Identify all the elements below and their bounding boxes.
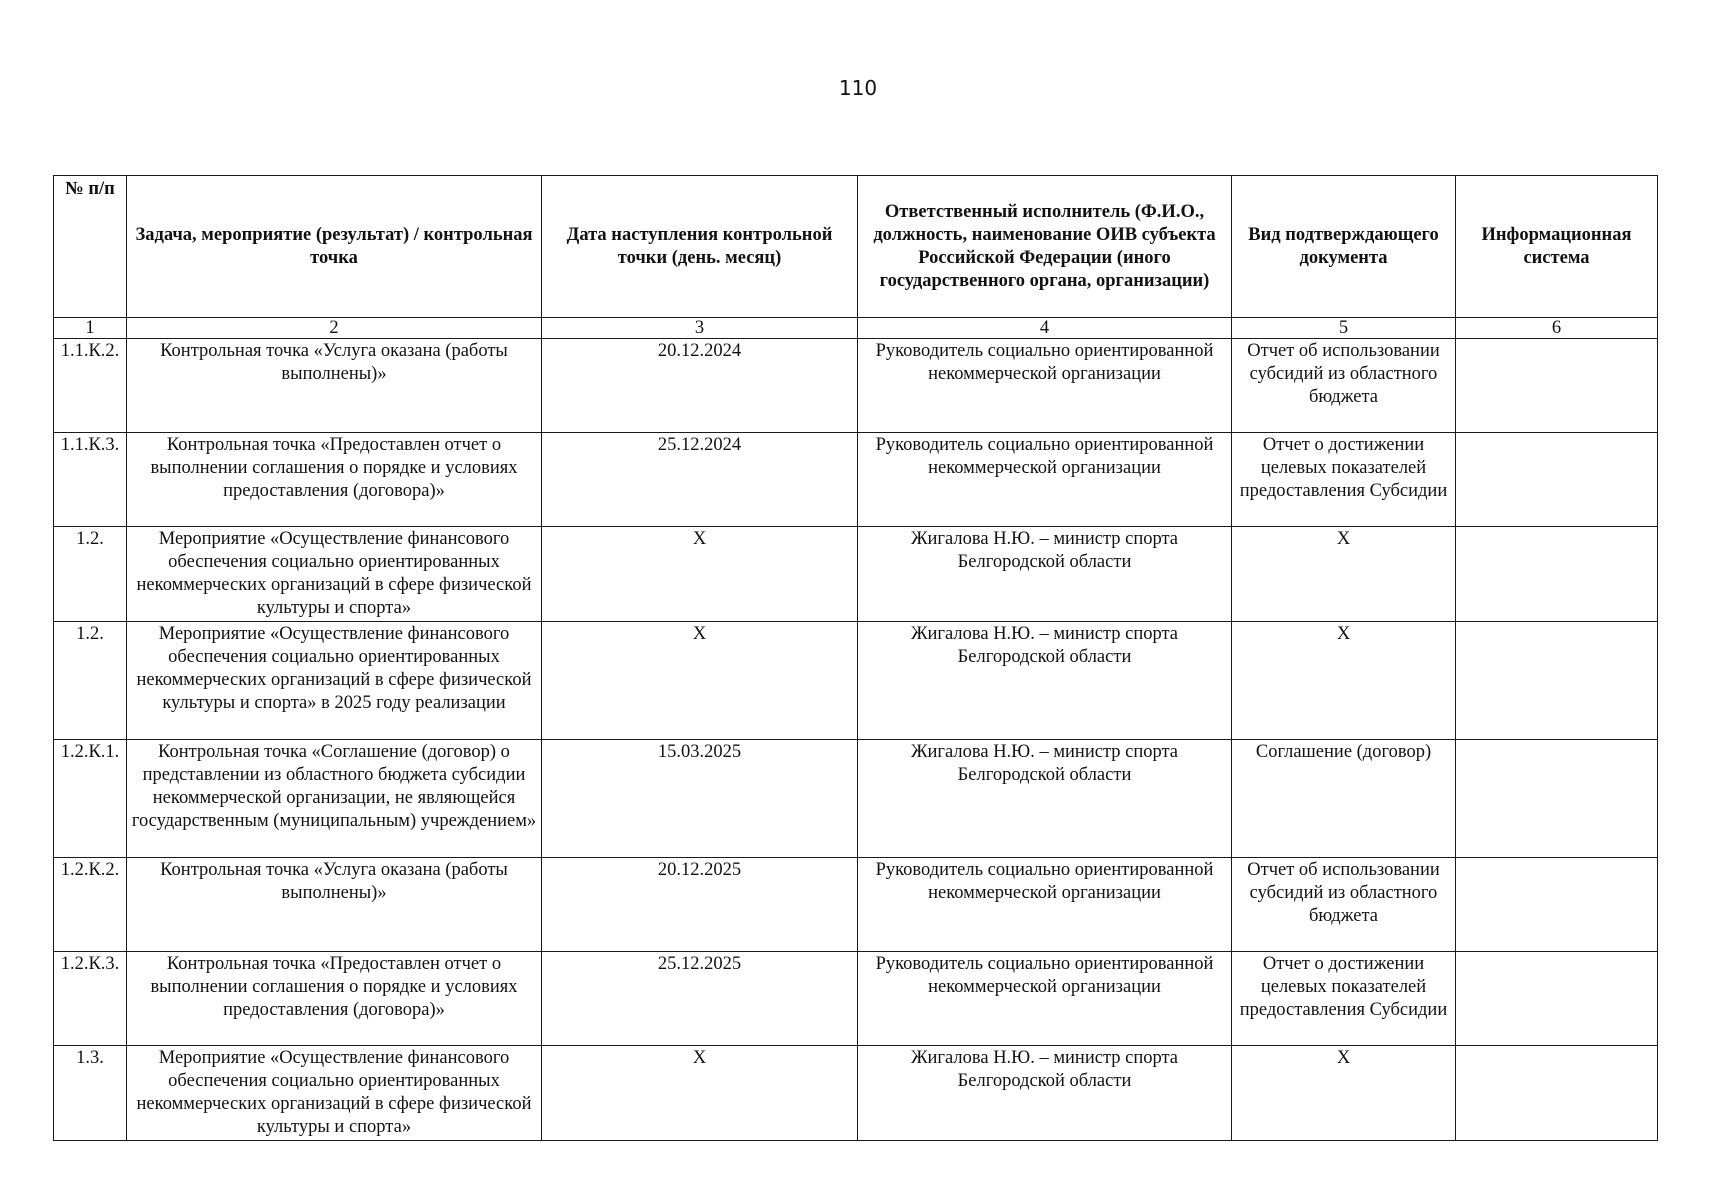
row-number: 1.2.: [54, 527, 127, 622]
column-number: 5: [1232, 318, 1456, 339]
row-responsible: Руководитель социально ориентированной некоммерческой организации: [858, 952, 1232, 1046]
row-date: X: [542, 1046, 858, 1141]
row-number: 1.2.К.2.: [54, 858, 127, 952]
row-task: Контрольная точка «Предоставлен отчет о выполнении соглашения о порядке и условиях предоставления (договора)»: [127, 433, 542, 527]
row-date: X: [542, 527, 858, 622]
column-number: 3: [542, 318, 858, 339]
table-row: [54, 952, 1658, 1046]
row-system: [1456, 433, 1658, 527]
table-row: [54, 1046, 1658, 1141]
row-date: 15.03.2025: [542, 740, 858, 858]
row-number: 1.2.: [54, 622, 127, 740]
row-system: [1456, 858, 1658, 952]
table-row: [54, 858, 1658, 952]
row-task: Контрольная точка «Соглашение (договор) о представлении из областного бюджета субсидии некоммерческой организации, не являющейся государственным (муниципальным) учреждением»: [127, 740, 542, 858]
header-document: Вид подтверждающего документа: [1232, 176, 1456, 318]
row-document: Соглашение (договор): [1232, 740, 1456, 858]
row-task: Мероприятие «Осуществление финансового обеспечения социально ориентированных некоммерческих организаций в сфере физической культуры и спорта» в 2025 году реализации: [127, 622, 542, 740]
row-date: 25.12.2025: [542, 952, 858, 1046]
row-responsible: Жигалова Н.Ю. – министр спорта Белгородской области: [858, 740, 1232, 858]
column-number: 4: [858, 318, 1232, 339]
row-responsible: Жигалова Н.Ю. – министр спорта Белгородской области: [858, 1046, 1232, 1141]
row-date: 20.12.2024: [542, 339, 858, 433]
row-number: 1.1.К.3.: [54, 433, 127, 527]
row-number: 1.2.К.1.: [54, 740, 127, 858]
row-system: [1456, 339, 1658, 433]
column-number: 6: [1456, 318, 1658, 339]
header-responsible: Ответственный исполнитель (Ф.И.О., должность, наименование ОИВ субъекта Российской Федерации (иного государственного органа, организации): [858, 176, 1232, 318]
table-row: [54, 527, 1658, 622]
row-system: [1456, 622, 1658, 740]
row-number: 1.3.: [54, 1046, 127, 1141]
row-number: 1.1.К.2.: [54, 339, 127, 433]
control-points-table: [53, 175, 1658, 1141]
column-number: 1: [54, 318, 127, 339]
page-number: 110: [838, 76, 878, 100]
row-responsible: Жигалова Н.Ю. – министр спорта Белгородской области: [858, 527, 1232, 622]
row-document: X: [1232, 622, 1456, 740]
row-date: 25.12.2024: [542, 433, 858, 527]
column-number-row: [54, 318, 1658, 339]
row-task: Мероприятие «Осуществление финансового обеспечения социально ориентированных некоммерческих организаций в сфере физической культуры и спорта»: [127, 1046, 542, 1141]
row-system: [1456, 740, 1658, 858]
row-number: 1.2.К.3.: [54, 952, 127, 1046]
row-date: 20.12.2025: [542, 858, 858, 952]
row-responsible: Жигалова Н.Ю. – министр спорта Белгородской области: [858, 622, 1232, 740]
column-number: 2: [127, 318, 542, 339]
header-task: Задача, мероприятие (результат) / контрольная точка: [127, 176, 542, 318]
row-task: Мероприятие «Осуществление финансового обеспечения социально ориентированных некоммерческих организаций в сфере физической культуры и спорта»: [127, 527, 542, 622]
row-task: Контрольная точка «Услуга оказана (работы выполнены)»: [127, 858, 542, 952]
row-document: Отчет о достижении целевых показателей предоставления Субсидии: [1232, 952, 1456, 1046]
table-row: [54, 339, 1658, 433]
row-responsible: Руководитель социально ориентированной некоммерческой организации: [858, 339, 1232, 433]
row-document: X: [1232, 1046, 1456, 1141]
table-header-row: [54, 176, 1658, 318]
row-task: Контрольная точка «Услуга оказана (работы выполнены)»: [127, 339, 542, 433]
row-document: Отчет об использовании субсидий из областного бюджета: [1232, 858, 1456, 952]
row-responsible: Руководитель социально ориентированной некоммерческой организации: [858, 433, 1232, 527]
row-system: [1456, 527, 1658, 622]
header-number: № п/п: [54, 176, 127, 318]
table-row: [54, 433, 1658, 527]
row-system: [1456, 1046, 1658, 1141]
header-system: Информационная система: [1456, 176, 1658, 318]
row-system: [1456, 952, 1658, 1046]
row-document: Отчет об использовании субсидий из областного бюджета: [1232, 339, 1456, 433]
row-task: Контрольная точка «Предоставлен отчет о выполнении соглашения о порядке и условиях предоставления (договора)»: [127, 952, 542, 1046]
row-responsible: Руководитель социально ориентированной некоммерческой организации: [858, 858, 1232, 952]
row-date: X: [542, 622, 858, 740]
table-row: [54, 740, 1658, 858]
row-document: X: [1232, 527, 1456, 622]
row-document: Отчет о достижении целевых показателей предоставления Субсидии: [1232, 433, 1456, 527]
table-row: [54, 622, 1658, 740]
header-date: Дата наступления контрольной точки (день. месяц): [542, 176, 858, 318]
